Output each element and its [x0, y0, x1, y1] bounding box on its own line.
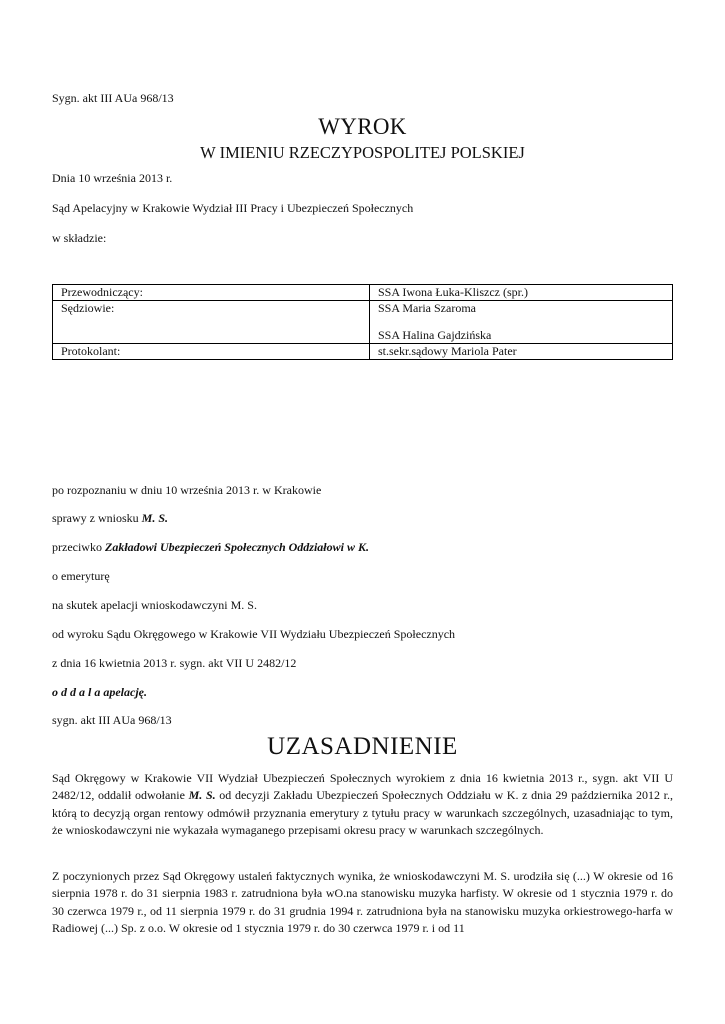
judgment-date-line: z dnia 16 kwietnia 2013 r. sygn. akt VII U 2482/12: [52, 656, 297, 670]
p1-applicant-name: M. S.: [188, 788, 216, 803]
ruling: o d d a l a apelację.: [52, 685, 147, 699]
table-row: [53, 301, 673, 344]
justification-heading: UZASADNIENIE: [267, 733, 458, 760]
document-subtitle: W IMIENIU RZECZYPOSPOLITEJ POLSKIEJ: [200, 143, 525, 162]
date-line: Dnia 10 września 2013 r.: [52, 171, 173, 185]
justification-paragraph-2: Z poczynionych przez Sąd Okręgowy ustaleń faktycznych wynika, że wnioskodawczyni M. S. urodziła się (...) W okresie od 16 sierpnia 1978 r. do 31 sierpnia 1983 r. zatrudniona była wO.na stanowisku muzyka harfisty. W okresie od 1 stycznia 1979 r. do 30 czerwca 1979 r., od 11 sierpnia 1979 r. do 31 grudnia 1994 r. zatrudniona była na stanowisku muzyka orkiestrowego-harfa w Radiowej (...) Sp. z o.o. W okresie od 1 stycznia 1979 r. do 30 czerwca 1979 r. i od 11: [52, 869, 673, 935]
judgment-line: od wyroku Sądu Okręgowego w Krakowie VII Wydziału Ubezpieczeń Społecznych: [52, 627, 456, 641]
table-row: [53, 285, 673, 301]
judges-label: Sędziowie:: [53, 301, 370, 344]
table-row: [53, 344, 673, 360]
case-prefix: sprawy z wniosku: [52, 511, 142, 525]
p1-text-part1: Sąd Okręgowy w Krakowie VII Wydział Ubezpieczeń Społecznych wyrokiem z dnia 16 kwietnia 2013 r., sygn. akt VII U 2482/12, oddalił odwołanie: [52, 771, 673, 803]
appeal-line: na skutek apelacji wnioskodawczyni M. S.: [52, 598, 257, 612]
composition-label: w składzie:: [52, 231, 107, 245]
against-line: [52, 540, 369, 555]
document-title: WYROK: [318, 114, 407, 139]
case-number-top: Sygn. akt III AUa 968/13: [52, 91, 174, 105]
subject-line: o emeryturę: [52, 569, 110, 583]
presiding-name: SSA Iwona Łuka-Kliszcz (spr.): [370, 285, 673, 301]
heard-line: po rozpoznaniu w dniu 10 września 2013 r. w Krakowie: [52, 483, 322, 497]
bench-table: [52, 284, 673, 360]
judge-1-name: SSA Maria Szaroma: [378, 301, 476, 315]
p1-text-part2: od decyzji Zakładu Ubezpieczeń Społecznych Oddziału w K. z dnia 29 października 2012 r., którą to decyzją organ rentowy odmówił przyznania emerytury z tytułu pracy w warunkach szczególnych, uzasadniając to tym, że wnioskodawczyni nie wykazała wymaganego przepisami okresu pracy w warunkach szczególnych.: [52, 788, 674, 837]
applicant-name: M. S.: [141, 511, 168, 525]
court-line: Sąd Apelacyjny w Krakowie Wydział III Pracy i Ubezpieczeń Społecznych: [52, 201, 414, 215]
case-line: [52, 511, 168, 526]
judges-cell: [370, 301, 673, 344]
respondent-name: Zakładowi Ubezpieczeń Społecznych Oddziałowi w K.: [104, 540, 369, 554]
judge-2-name: SSA Halina Gajdzińska: [378, 328, 492, 342]
case-number-bottom: sygn. akt III AUa 968/13: [52, 713, 172, 727]
against-prefix: przeciwko: [52, 540, 105, 554]
clerk-label: Protokolant:: [53, 344, 370, 360]
justification-paragraph-1: [52, 770, 673, 839]
presiding-label: Przewodniczący:: [53, 285, 370, 301]
clerk-name: st.sekr.sądowy Mariola Pater: [370, 344, 673, 360]
